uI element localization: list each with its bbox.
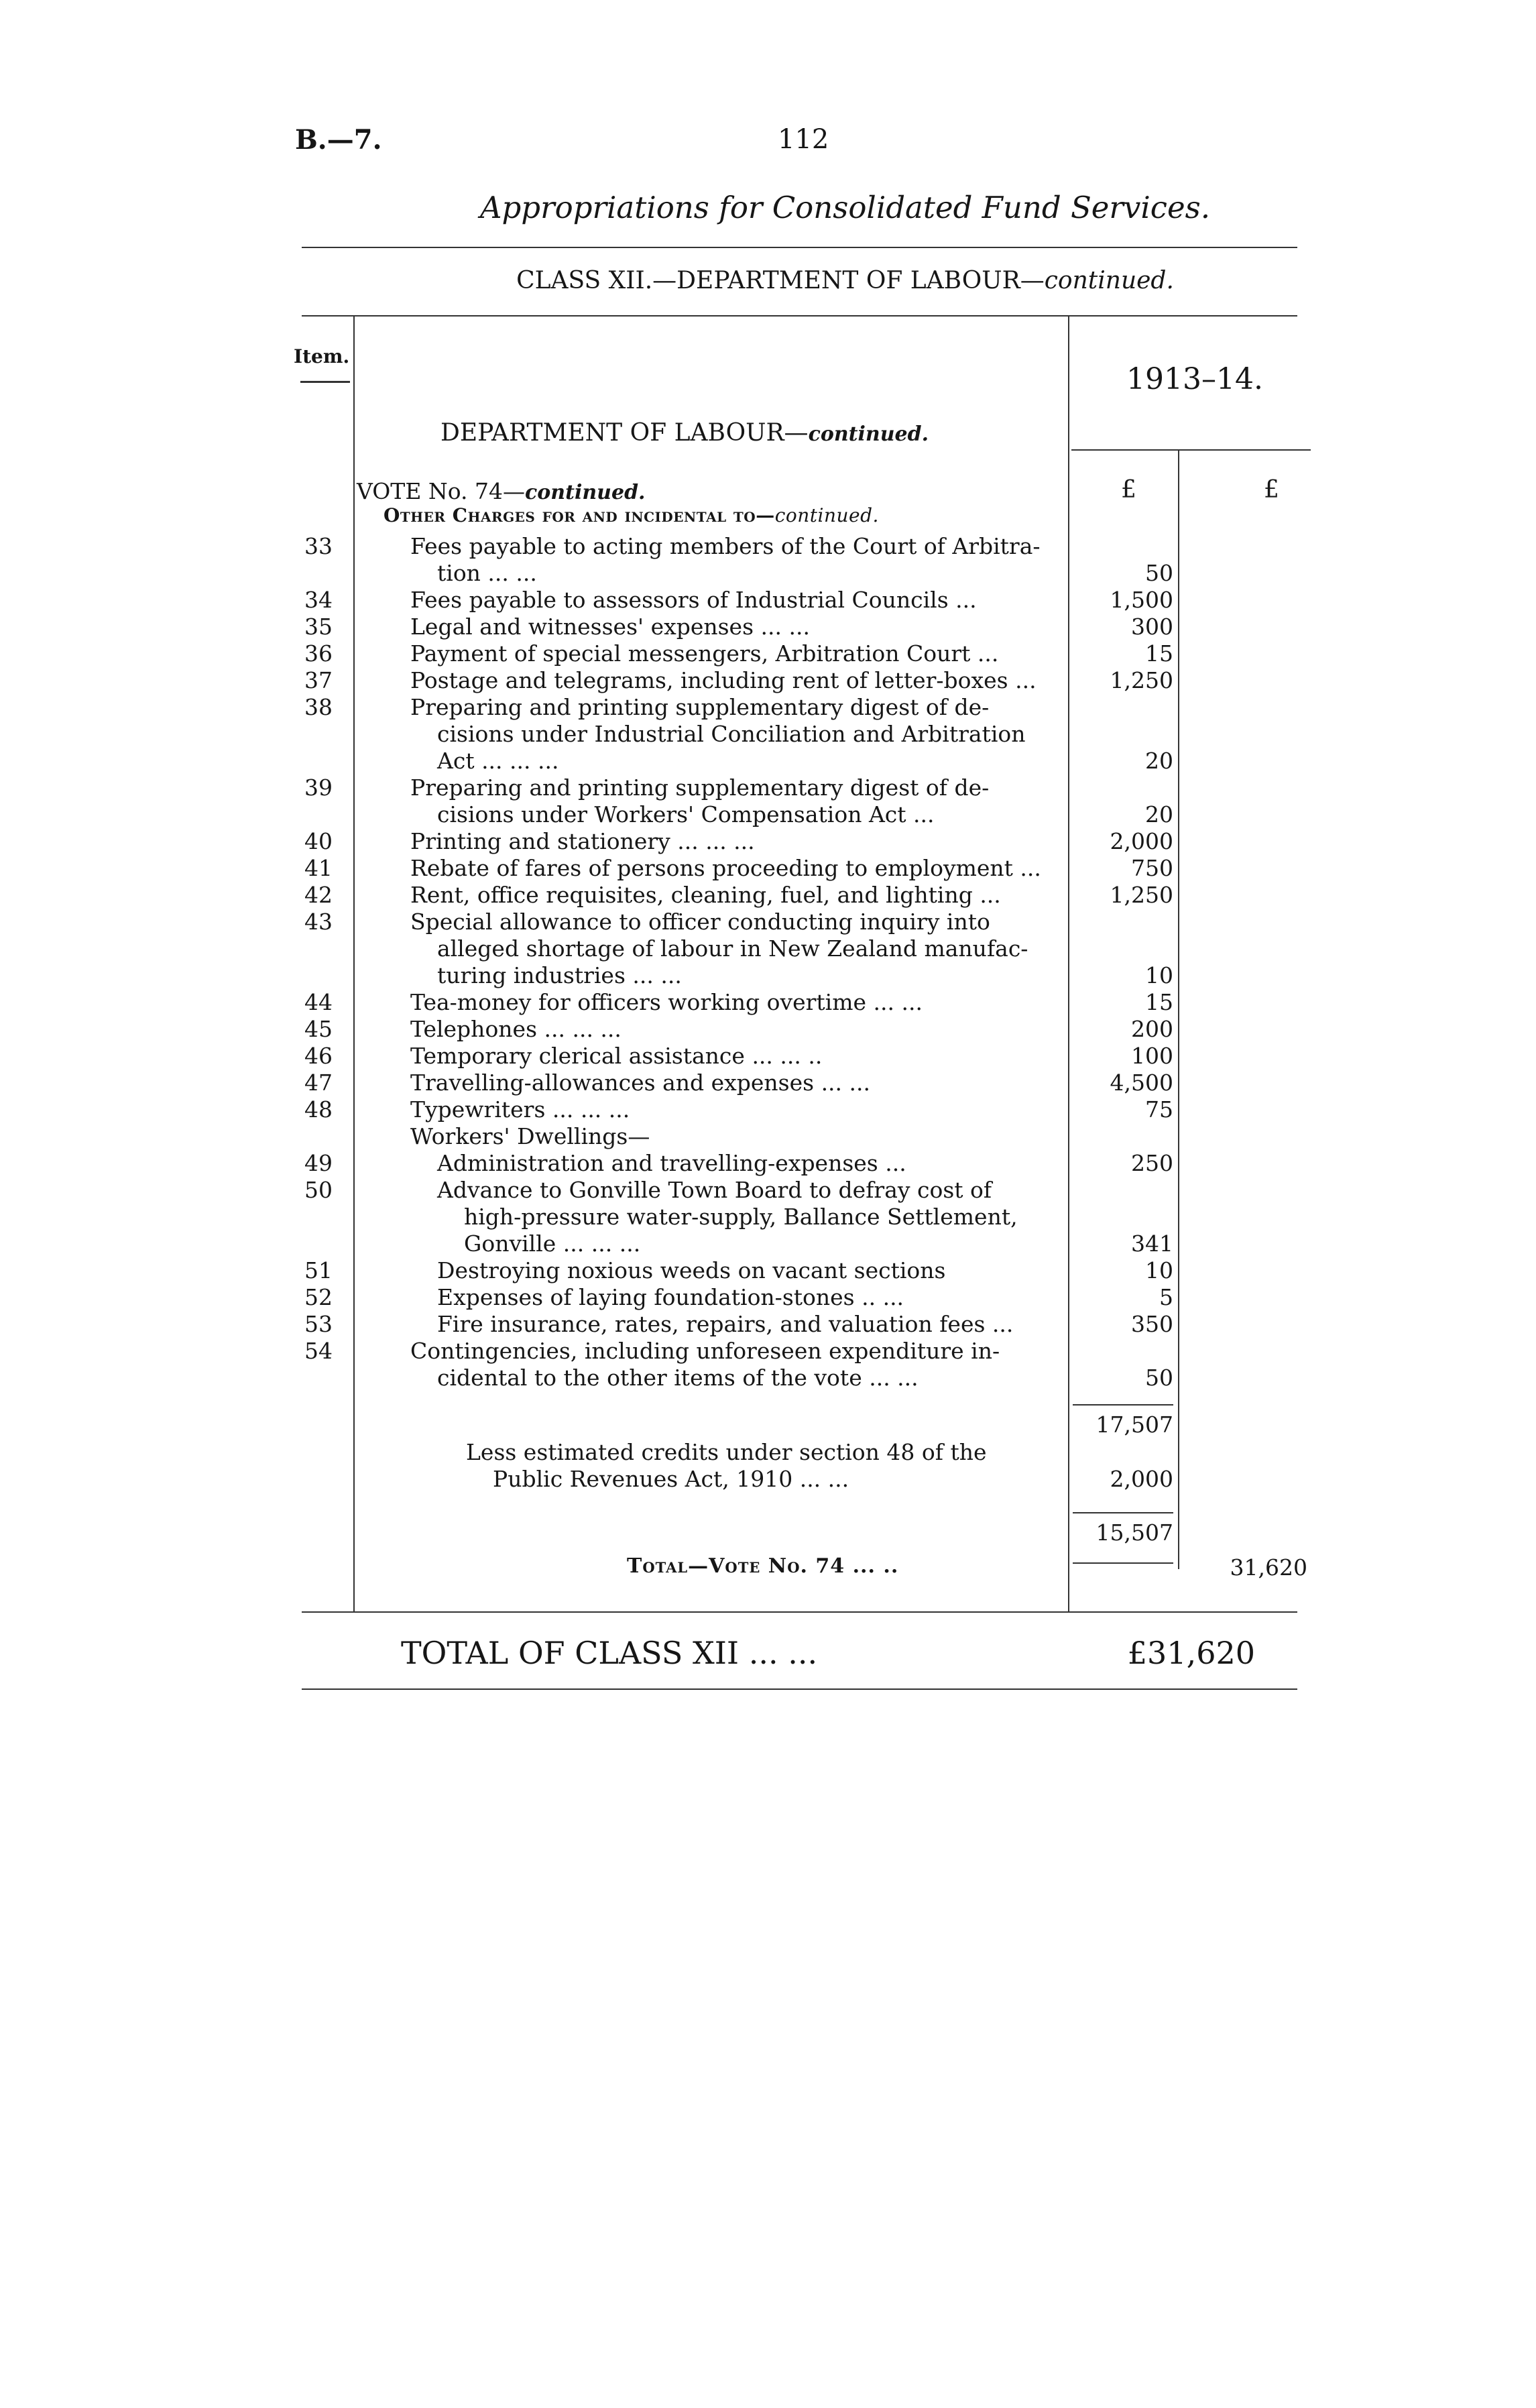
page-title: Appropriations for Consolidated Fund Services. — [479, 190, 1210, 225]
item-amount: 4,500 — [1110, 1070, 1173, 1096]
item-amount: 15 — [1145, 640, 1173, 667]
subtotal-amount: 17,507 — [1096, 1412, 1173, 1438]
table-bottom-rule — [302, 1611, 1297, 1613]
net-underline — [1073, 1562, 1173, 1564]
year-label: 1913–14. — [1126, 362, 1263, 396]
item-amount: 20 — [1145, 801, 1173, 827]
item-number: 49 — [304, 1150, 333, 1176]
item-description: Rebate of fares of persons proceeding to employment ... — [410, 855, 1041, 881]
charges-heading — [383, 504, 879, 526]
item-description: Temporary clerical assistance ... ... .. — [410, 1043, 823, 1069]
item-description: Legal and witnesses' expenses ... ... — [410, 614, 810, 640]
item-amount: 100 — [1131, 1043, 1173, 1069]
item-amount: 10 — [1145, 1257, 1173, 1283]
class-total-label: TOTAL OF CLASS XII ... ... — [401, 1635, 818, 1671]
item-label-underline — [300, 381, 350, 383]
item-amount: 50 — [1145, 1365, 1173, 1391]
item-description: Telephones ... ... ... — [410, 1016, 622, 1042]
item-number: 53 — [304, 1311, 333, 1337]
item-amount: 20 — [1145, 748, 1173, 774]
charges-heading-suffix: continued. — [774, 504, 879, 526]
item-number: 33 — [304, 533, 333, 559]
item-column-divider — [353, 315, 355, 1611]
item-description: Fees payable to assessors of Industrial Councils ... — [410, 587, 977, 613]
department-heading — [440, 419, 929, 447]
credits-line: Public Revenues Act, 1910 ... ... — [493, 1466, 849, 1492]
item-amount: 15 — [1145, 989, 1173, 1015]
item-amount: 1,250 — [1110, 667, 1173, 693]
item-description: cisions under Workers' Compensation Act ... — [437, 801, 935, 827]
item-number: 48 — [304, 1096, 333, 1123]
item-description: Gonville ... ... ... — [464, 1230, 641, 1257]
net-rule — [1073, 1512, 1173, 1513]
item-number: 44 — [304, 989, 333, 1015]
item-amount: 1,500 — [1110, 587, 1173, 613]
document-code: B.—7. — [295, 124, 382, 156]
item-number: 45 — [304, 1016, 333, 1042]
item-description: Destroying noxious weeds on vacant sections — [437, 1257, 946, 1283]
vote-heading-suffix: continued. — [525, 481, 646, 504]
item-description: Administration and travelling-expenses ... — [437, 1150, 906, 1176]
department-heading-main: DEPARTMENT OF LABOUR— — [440, 419, 809, 447]
class-heading — [0, 267, 1536, 294]
item-amount: 75 — [1145, 1096, 1173, 1123]
subtotal-rule — [1073, 1404, 1173, 1406]
item-number: 38 — [304, 694, 333, 720]
item-amount: 5 — [1159, 1284, 1173, 1310]
item-description: alleged shortage of labour in New Zealand manufac- — [437, 935, 1028, 962]
item-number: 51 — [304, 1257, 333, 1283]
item-number: 43 — [304, 909, 333, 935]
item-number: 39 — [304, 775, 333, 801]
item-description: Postage and telegrams, including rent of letter-boxes ... — [410, 667, 1037, 693]
credits-amount: 2,000 — [1110, 1466, 1173, 1492]
item-amount: 1,250 — [1110, 882, 1173, 908]
item-description: Workers' Dwellings— — [410, 1123, 650, 1149]
item-number: 42 — [304, 882, 333, 908]
item-description: Travelling-allowances and expenses ... ... — [410, 1070, 870, 1096]
item-description: Contingencies, including unforeseen expenditure in- — [410, 1338, 1000, 1364]
item-amount: 250 — [1131, 1150, 1173, 1176]
item-number: 34 — [304, 587, 333, 613]
item-description: Fire insurance, rates, repairs, and valuation fees ... — [437, 1311, 1014, 1337]
item-description: high-pressure water-supply, Ballance Settlement, — [464, 1204, 1018, 1230]
item-description: Expenses of laying foundation-stones .. ... — [437, 1284, 904, 1310]
item-description: Fees payable to acting members of the Court of Arbitra- — [410, 533, 1041, 559]
class-heading-suffix: continued. — [1044, 267, 1174, 294]
class-heading-main: CLASS XII.—DEPARTMENT OF LABOUR— — [516, 267, 1045, 294]
item-number: 47 — [304, 1070, 333, 1096]
item-amount: 50 — [1145, 560, 1173, 586]
item-description: Act ... ... ... — [437, 748, 559, 774]
item-description: Rent, office requisites, cleaning, fuel, and lighting ... — [410, 882, 1001, 908]
vote-heading — [357, 478, 646, 504]
total-vote-label — [627, 1554, 898, 1578]
item-description: Printing and stationery ... ... ... — [410, 828, 755, 854]
item-amount: 10 — [1145, 962, 1173, 988]
item-description: Typewriters ... ... ... — [410, 1096, 630, 1123]
item-description: Special allowance to officer conducting inquiry into — [410, 909, 990, 935]
item-amount: 350 — [1131, 1311, 1173, 1337]
item-description: Advance to Gonville Town Board to defray cost of — [437, 1177, 992, 1203]
item-column-label: Item. — [294, 345, 350, 367]
item-number: 50 — [304, 1177, 333, 1203]
item-number: 41 — [304, 855, 333, 881]
item-description: Tea-money for officers working overtime ... ... — [410, 989, 923, 1015]
charges-heading-main: Other Charges for and incidental to— — [383, 504, 775, 526]
item-amount: 750 — [1131, 855, 1173, 881]
item-amount: 341 — [1131, 1230, 1173, 1257]
item-amount: 300 — [1131, 614, 1173, 640]
item-amount: 2,000 — [1110, 828, 1173, 854]
subtotal-column-divider — [1178, 451, 1179, 1569]
item-description: Preparing and printing supplementary digest of de- — [410, 775, 990, 801]
item-number: 36 — [304, 640, 333, 667]
vote-heading-main: VOTE No. 74— — [357, 478, 526, 504]
item-number: 35 — [304, 614, 333, 640]
currency-symbol: £ — [1264, 476, 1279, 504]
title-rule — [302, 247, 1297, 248]
year-underline — [1071, 449, 1311, 451]
department-heading-suffix: continued. — [808, 422, 929, 446]
credits-line: Less estimated credits under section 48 of the — [466, 1439, 987, 1465]
class-total-amount: £31,620 — [1127, 1635, 1255, 1671]
net-amount: 15,507 — [1096, 1520, 1173, 1546]
page-number: 112 — [778, 124, 829, 155]
item-description: Preparing and printing supplementary digest of de- — [410, 694, 990, 720]
total-vote-text: Total—Vote No. 74 ... .. — [627, 1554, 899, 1578]
currency-symbol: £ — [1121, 476, 1136, 504]
item-number: 37 — [304, 667, 333, 693]
item-description: Payment of special messengers, Arbitration Court ... — [410, 640, 999, 667]
amount-column-divider — [1068, 315, 1069, 1611]
item-description: tion ... ... — [437, 560, 537, 586]
table-top-rule — [302, 315, 1297, 317]
item-number: 52 — [304, 1284, 333, 1310]
item-number: 54 — [304, 1338, 333, 1364]
item-number: 46 — [304, 1043, 333, 1069]
total-vote-amount: 31,620 — [1230, 1554, 1307, 1581]
item-description: turing industries ... ... — [437, 962, 682, 988]
item-number: 40 — [304, 828, 333, 854]
item-description: cidental to the other items of the vote ... ... — [437, 1365, 919, 1391]
item-amount: 200 — [1131, 1016, 1173, 1042]
page-bottom-rule — [302, 1688, 1297, 1690]
item-description: cisions under Industrial Conciliation and Arbitration — [437, 721, 1026, 747]
